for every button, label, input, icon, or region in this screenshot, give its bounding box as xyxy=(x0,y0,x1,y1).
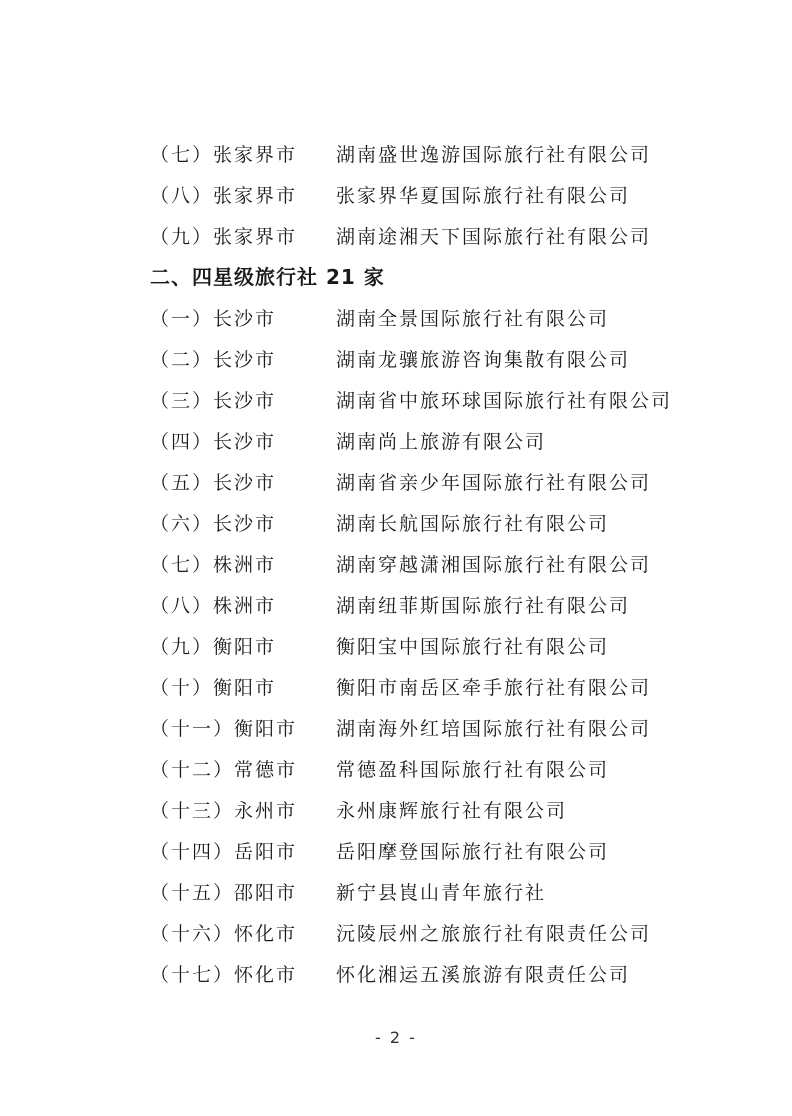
list-item xyxy=(150,468,730,498)
list-item xyxy=(150,345,730,375)
item-number: （七）张家界市 xyxy=(150,144,298,166)
item-name: 湖南穿越潇湘国际旅行社有限公司 xyxy=(336,554,652,576)
item-number: （十一）衡阳市 xyxy=(150,718,298,740)
section-heading: 二、四星级旅行社 21 家 xyxy=(150,265,385,289)
item-number: （十三）永州市 xyxy=(150,800,298,822)
list-item xyxy=(150,222,730,252)
item-number: （十五）邵阳市 xyxy=(150,882,298,904)
list-item xyxy=(150,304,730,334)
list-item xyxy=(150,591,730,621)
item-name: 湖南尚上旅游有限公司 xyxy=(336,431,547,453)
list-item xyxy=(150,878,730,908)
item-name: 沅陵辰州之旅旅行社有限责任公司 xyxy=(336,923,652,945)
item-name: 湖南省亲少年国际旅行社有限公司 xyxy=(336,472,652,494)
list-item xyxy=(150,714,730,744)
item-number: （六）长沙市 xyxy=(150,513,277,535)
item-name: 湖南途湘天下国际旅行社有限公司 xyxy=(336,226,652,248)
list-item xyxy=(150,919,730,949)
list-item xyxy=(150,673,730,703)
item-name: 湖南海外红培国际旅行社有限公司 xyxy=(336,718,652,740)
item-number: （一）长沙市 xyxy=(150,308,277,330)
item-name: 湖南长航国际旅行社有限公司 xyxy=(336,513,610,535)
item-name: 衡阳市南岳区牵手旅行社有限公司 xyxy=(336,677,652,699)
list-item xyxy=(150,509,730,539)
item-number: （二）长沙市 xyxy=(150,349,277,371)
list-item xyxy=(150,427,730,457)
item-number: （十）衡阳市 xyxy=(150,677,277,699)
list-item xyxy=(150,796,730,826)
item-number: （九）张家界市 xyxy=(150,226,298,248)
item-number: （四）长沙市 xyxy=(150,431,277,453)
item-number: （八）株洲市 xyxy=(150,595,277,617)
list-item xyxy=(150,632,730,662)
list-item xyxy=(150,181,730,211)
item-number: （十七）怀化市 xyxy=(150,964,298,986)
list-item xyxy=(150,960,730,990)
item-name: 湖南省中旅环球国际旅行社有限公司 xyxy=(336,390,673,412)
page-number: - 2 - xyxy=(375,1028,417,1047)
item-number: （八）张家界市 xyxy=(150,185,298,207)
item-number: （七）株洲市 xyxy=(150,554,277,576)
item-name: 张家界华夏国际旅行社有限公司 xyxy=(336,185,631,207)
item-name: 衡阳宝中国际旅行社有限公司 xyxy=(336,636,610,658)
item-name: 常德盈科国际旅行社有限公司 xyxy=(336,759,610,781)
list-item xyxy=(150,550,730,580)
item-name: 湖南全景国际旅行社有限公司 xyxy=(336,308,610,330)
item-number: （十四）岳阳市 xyxy=(150,841,298,863)
list-item xyxy=(150,837,730,867)
item-name: 新宁县崀山青年旅行社 xyxy=(336,882,547,904)
item-name: 怀化湘运五溪旅游有限责任公司 xyxy=(336,964,631,986)
item-name: 湖南龙骧旅游咨询集散有限公司 xyxy=(336,349,631,371)
list-item xyxy=(150,755,730,785)
item-name: 岳阳摩登国际旅行社有限公司 xyxy=(336,841,610,863)
item-number: （十二）常德市 xyxy=(150,759,298,781)
item-name: 永州康辉旅行社有限公司 xyxy=(336,800,568,822)
item-name: 湖南纽菲斯国际旅行社有限公司 xyxy=(336,595,631,617)
item-number: （五）长沙市 xyxy=(150,472,277,494)
item-number: （九）衡阳市 xyxy=(150,636,277,658)
item-number: （三）长沙市 xyxy=(150,390,277,412)
list-item xyxy=(150,140,730,170)
list-item xyxy=(150,386,730,416)
item-name: 湖南盛世逸游国际旅行社有限公司 xyxy=(336,144,652,166)
item-number: （十六）怀化市 xyxy=(150,923,298,945)
